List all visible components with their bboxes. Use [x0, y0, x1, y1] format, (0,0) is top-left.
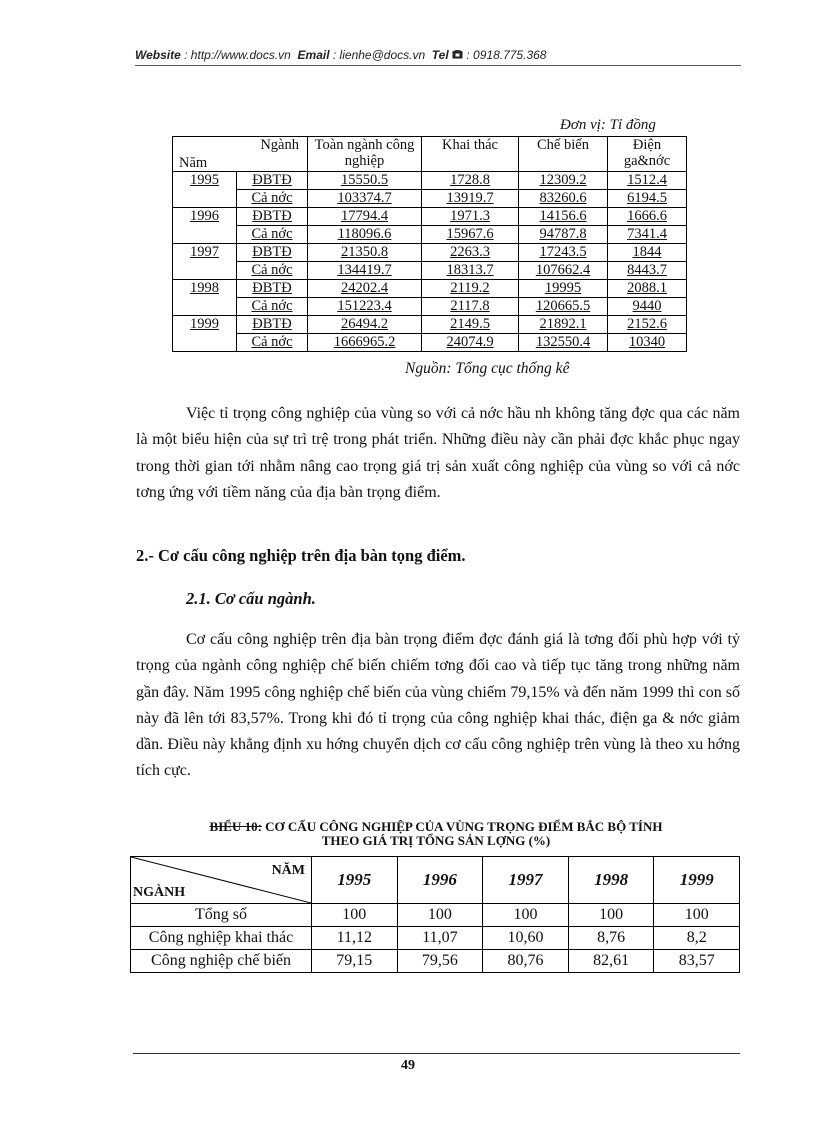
table1-value-cell: 2149.5 — [422, 316, 519, 334]
table1-row — [173, 316, 687, 334]
table1-year-cell: 1996 — [173, 208, 237, 244]
table1-row — [173, 262, 687, 280]
subsection-heading: 2.1. Cơ cấu ngành. — [186, 589, 316, 608]
table1-region-cell: ĐBTĐ — [237, 208, 308, 226]
table2-value-cell: 100 — [483, 904, 569, 927]
industry-value-table — [172, 136, 687, 352]
table1-row — [173, 334, 687, 352]
table1-value-cell: 134419.7 — [308, 262, 422, 280]
table2-value-cell: 11,07 — [397, 927, 483, 950]
table1-value-cell: 120665.5 — [519, 298, 608, 316]
table1-row — [173, 226, 687, 244]
table1-value-cell: 13919.7 — [422, 190, 519, 208]
table1-value-cell: 1512.4 — [608, 172, 687, 190]
table1-value-cell: 12309.2 — [519, 172, 608, 190]
paragraph-2-text: Cơ cấu công nghiệp trên địa bàn trọng điểm đợc đánh giá là tơng đối phù hợp với tỷ trọng của ngành công nghiệp chế biến chiếm tơng đối cao và tiếp tục tăng trong những năm gần đây. Năm 1995 công nghiệp chế biến của vùng chiếm 79,15% và đến năm 1999 thì con số này đã lên tới 83,57%. Trong khi đó tỉ trọng của công nghiệp khai thác, điện ga & nớc giảm dần. Điều này khẳng định xu hớng chuyển dịch cơ cấu công nghiệp trên vùng là theo xu hớng tích cực. — [136, 631, 740, 780]
body-paragraph-2 — [136, 627, 740, 785]
table2-corner-cell — [131, 857, 312, 904]
table1-corner-cell — [173, 137, 308, 172]
table1-value-cell: 103374.7 — [308, 190, 422, 208]
footer-divider — [133, 1053, 740, 1054]
table1-region-cell: ĐBTĐ — [237, 316, 308, 334]
table1-value-cell: 1728.8 — [422, 172, 519, 190]
table1-unit: Đơn vị: Tỉ đồng — [560, 117, 656, 133]
table2-value-cell: 11,12 — [312, 927, 398, 950]
table2-caption — [130, 820, 742, 848]
table1-value-cell: 18313.7 — [422, 262, 519, 280]
table2-value-cell: 100 — [654, 904, 740, 927]
table1-value-cell: 6194.5 — [608, 190, 687, 208]
table2-year-header: 1997 — [483, 857, 569, 904]
table1-value-cell: 1971.3 — [422, 208, 519, 226]
table1-region-cell: Cả nớc — [237, 226, 308, 244]
table2-caption-label: BIỂU 10: — [209, 819, 262, 834]
table2-value-cell: 82,61 — [568, 950, 654, 973]
table1-value-cell: 2088.1 — [608, 280, 687, 298]
table1-value-cell: 94787.8 — [519, 226, 608, 244]
table1-value-cell: 1844 — [608, 244, 687, 262]
phone-icon — [452, 48, 466, 62]
table1-region-cell: Cả nớc — [237, 262, 308, 280]
paragraph-1-text: Việc tỉ trọng công nghiệp của vùng so với cả nớc hầu nh không tăng đợc qua các năm là một biểu hiện của sự trì trệ trong phát triển. Những điều này cần phải đợc khắc phục ngay trong thời gian tới nhằm nâng cao trọng giá trị sản xuất công nghiệp của vùng so với cả nớc tơng ứng với tiềm năng của địa bàn trọng điểm. — [136, 405, 740, 501]
table1-value-cell: 26494.2 — [308, 316, 422, 334]
table1-value-cell: 17794.4 — [308, 208, 422, 226]
table1-value-cell: 2152.6 — [608, 316, 687, 334]
table2-row — [131, 927, 740, 950]
website-label: Website — [135, 48, 181, 62]
table1-value-cell: 21350.8 — [308, 244, 422, 262]
table1-region-cell: ĐBTĐ — [237, 172, 308, 190]
table2-value-cell: 100 — [397, 904, 483, 927]
industry-structure-table — [130, 856, 740, 973]
table1-value-cell: 17243.5 — [519, 244, 608, 262]
table2-row-label: Tổng số — [131, 904, 312, 927]
phone-number: : 0918.775.368 — [466, 48, 547, 62]
table2-value-cell: 8,76 — [568, 927, 654, 950]
table1-header-cell: Điện ga&nớc — [608, 137, 687, 172]
tel-label: Tel — [431, 48, 449, 62]
table1-value-cell: 83260.6 — [519, 190, 608, 208]
table1-value-cell: 10340 — [608, 334, 687, 352]
table1-value-cell: 24202.4 — [308, 280, 422, 298]
table2-value-cell: 100 — [568, 904, 654, 927]
table2-year-header: 1995 — [312, 857, 398, 904]
table1-value-cell: 132550.4 — [519, 334, 608, 352]
table1-corner-top: Ngành — [260, 137, 299, 153]
table1-value-cell: 151223.4 — [308, 298, 422, 316]
table1-value-cell: 1666.6 — [608, 208, 687, 226]
table2-corner-bottom: NGÀNH — [133, 885, 186, 900]
table2-year-header: 1998 — [568, 857, 654, 904]
table2-row-label: Công nghiệp chế biến — [131, 950, 312, 973]
table1-value-cell: 107662.4 — [519, 262, 608, 280]
table2-year-header: 1999 — [654, 857, 740, 904]
table2-year-header: 1996 — [397, 857, 483, 904]
table2-row-label: Công nghiệp khai thác — [131, 927, 312, 950]
table1-value-cell: 15550.5 — [308, 172, 422, 190]
table1-header-cell: Chế biến — [519, 137, 608, 172]
table1-value-cell: 19995 — [519, 280, 608, 298]
table1-value-cell: 9440 — [608, 298, 687, 316]
table2-value-cell: 100 — [312, 904, 398, 927]
table1-value-cell: 118096.6 — [308, 226, 422, 244]
table1-value-cell: 21892.1 — [519, 316, 608, 334]
table1-row — [173, 172, 687, 190]
table2-row — [131, 950, 740, 973]
table2-value-cell: 83,57 — [654, 950, 740, 973]
table2-caption-text: CƠ CẤU CÔNG NGHIỆP CỦA VÙNG TRỌNG ĐIỂM BẮC BỘ TÍNH — [265, 819, 663, 834]
page-header — [135, 48, 739, 62]
email-link[interactable]: : lienhe@docs.vn — [332, 48, 426, 62]
table2-row — [131, 904, 740, 927]
table1-source: Nguồn: Tổng cục thống kê — [405, 360, 570, 377]
table1-year-cell: 1999 — [173, 316, 237, 352]
table1-year-cell: 1998 — [173, 280, 237, 316]
table1-header-cell: Khai thác — [422, 137, 519, 172]
table1-region-cell: ĐBTĐ — [237, 280, 308, 298]
table1-value-cell: 1666965.2 — [308, 334, 422, 352]
table2-caption-line2: THEO GIÁ TRỊ TỔNG SẢN LỢNG (%) — [321, 833, 551, 848]
table1-row — [173, 208, 687, 226]
table1-header-cell: Toàn ngành công nghiệp — [308, 137, 422, 172]
table1-region-cell: Cả nớc — [237, 334, 308, 352]
website-link[interactable]: : http://www.docs.vn — [184, 48, 291, 62]
table2-header-row — [131, 857, 740, 904]
table1-value-cell: 14156.6 — [519, 208, 608, 226]
table1-row — [173, 298, 687, 316]
table1-region-cell: Cả nớc — [237, 190, 308, 208]
table1-header-row — [173, 137, 687, 172]
table1-value-cell: 2117.8 — [422, 298, 519, 316]
table1-year-cell: 1995 — [173, 172, 237, 208]
table1-row — [173, 190, 687, 208]
table1-year-cell: 1997 — [173, 244, 237, 280]
table2-value-cell: 79,15 — [312, 950, 398, 973]
table1-corner-bottom: Năm — [179, 155, 208, 171]
table1-region-cell: ĐBTĐ — [237, 244, 308, 262]
table2-value-cell: 8,2 — [654, 927, 740, 950]
email-label: Email — [297, 48, 330, 62]
table2-corner-top: NĂM — [271, 863, 305, 878]
table2-value-cell: 80,76 — [483, 950, 569, 973]
table1-value-cell: 7341.4 — [608, 226, 687, 244]
table1-row — [173, 244, 687, 262]
header-divider — [135, 65, 741, 66]
table2-value-cell: 10,60 — [483, 927, 569, 950]
table1-value-cell: 8443.7 — [608, 262, 687, 280]
table1-value-cell: 2119.2 — [422, 280, 519, 298]
table1-value-cell: 24074.9 — [422, 334, 519, 352]
table1-region-cell: Cả nớc — [237, 298, 308, 316]
page-number: 49 — [401, 1058, 415, 1073]
section-heading: 2.- Cơ cấu công nghiệp trên địa bàn tọng điểm. — [136, 546, 466, 565]
table1-row — [173, 280, 687, 298]
table1-value-cell: 15967.6 — [422, 226, 519, 244]
table1-value-cell: 2263.3 — [422, 244, 519, 262]
table2-value-cell: 79,56 — [397, 950, 483, 973]
body-paragraph-1 — [136, 401, 740, 506]
